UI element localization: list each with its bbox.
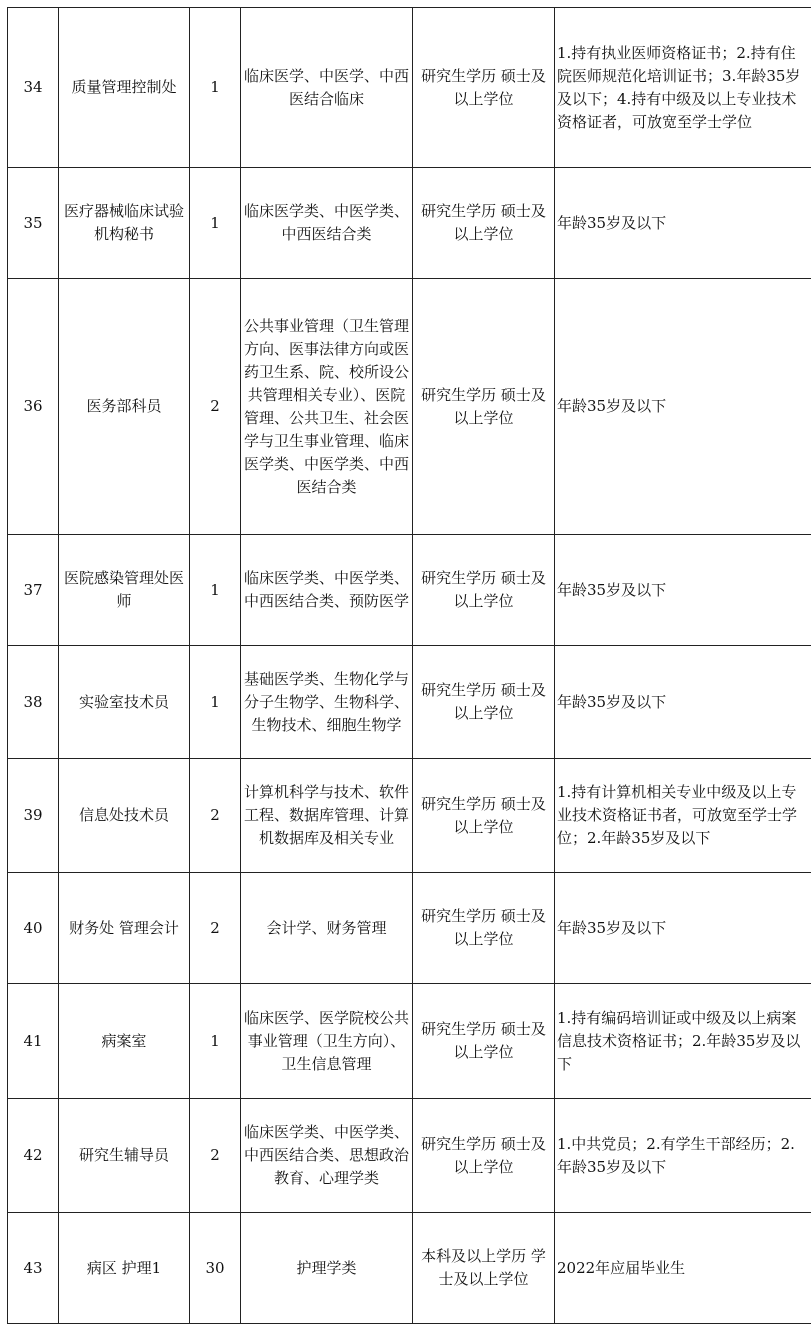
- major-requirement: 会计学、财务管理: [241, 873, 413, 984]
- education-requirement: 研究生学历 硕士及以上学位: [413, 535, 555, 646]
- hire-count: 1: [190, 168, 241, 279]
- other-requirements: 年龄35岁及以下: [555, 168, 811, 279]
- education-requirement: 研究生学历 硕士及以上学位: [413, 873, 555, 984]
- education-requirement: 研究生学历 硕士及以上学位: [413, 168, 555, 279]
- other-requirements: 1.中共党员；2.有学生干部经历；2.年龄35岁及以下: [555, 1099, 811, 1213]
- major-requirement: 临床医学类、中医学类、中西医结合类、思想政治教育、心理学类: [241, 1099, 413, 1213]
- table-row: [8, 873, 811, 984]
- major-requirement: 基础医学类、生物化学与分子生物学、生物科学、生物技术、细胞生物学: [241, 646, 413, 759]
- row-number: 35: [8, 168, 59, 279]
- position-name: 病案室: [59, 984, 190, 1099]
- major-requirement: 计算机科学与技术、软件工程、数据库管理、计算机数据库及相关专业: [241, 759, 413, 873]
- row-number: 36: [8, 279, 59, 535]
- other-requirements: 1.持有编码培训证或中级及以上病案信息技术资格证书；2.年龄35岁及以下: [555, 984, 811, 1099]
- table-row: [8, 8, 811, 168]
- other-requirements: 年龄35岁及以下: [555, 535, 811, 646]
- other-requirements: 1.持有计算机相关专业中级及以上专业技术资格证书者，可放宽至学士学位；2.年龄35岁及以下: [555, 759, 811, 873]
- hire-count: 2: [190, 873, 241, 984]
- table-row: [8, 759, 811, 873]
- table-row: [8, 279, 811, 535]
- hire-count: 2: [190, 759, 241, 873]
- hire-count: 1: [190, 984, 241, 1099]
- row-number: 39: [8, 759, 59, 873]
- hire-count: 1: [190, 8, 241, 168]
- education-requirement: 本科及以上学历 学士及以上学位: [413, 1213, 555, 1324]
- table-row: [8, 646, 811, 759]
- other-requirements: 年龄35岁及以下: [555, 279, 811, 535]
- row-number: 43: [8, 1213, 59, 1324]
- education-requirement: 研究生学历 硕士及以上学位: [413, 279, 555, 535]
- position-name: 质量管理控制处: [59, 8, 190, 168]
- table-row: [8, 535, 811, 646]
- position-name: 医疗器械临床试验机构秘书: [59, 168, 190, 279]
- recruitment-table: [7, 7, 811, 1324]
- education-requirement: 研究生学历 硕士及以上学位: [413, 984, 555, 1099]
- major-requirement: 临床医学类、中医学类、中西医结合类: [241, 168, 413, 279]
- other-requirements: 1.持有执业医师资格证书；2.持有住院医师规范化培训证书；3.年龄35岁及以下；4.持有中级及以上专业技术资格证者，可放宽至学士学位: [555, 8, 811, 168]
- other-requirements: 年龄35岁及以下: [555, 646, 811, 759]
- education-requirement: 研究生学历 硕士及以上学位: [413, 1099, 555, 1213]
- row-number: 42: [8, 1099, 59, 1213]
- position-name: 实验室技术员: [59, 646, 190, 759]
- hire-count: 30: [190, 1213, 241, 1324]
- table-row: [8, 1213, 811, 1324]
- hire-count: 2: [190, 1099, 241, 1213]
- position-name: 研究生辅导员: [59, 1099, 190, 1213]
- education-requirement: 研究生学历 硕士及以上学位: [413, 759, 555, 873]
- table-row: [8, 1099, 811, 1213]
- position-name: 信息处技术员: [59, 759, 190, 873]
- row-number: 37: [8, 535, 59, 646]
- row-number: 34: [8, 8, 59, 168]
- position-name: 财务处 管理会计: [59, 873, 190, 984]
- row-number: 41: [8, 984, 59, 1099]
- hire-count: 1: [190, 535, 241, 646]
- other-requirements: 2022年应届毕业生: [555, 1213, 811, 1324]
- major-requirement: 临床医学、医学院校公共事业管理（卫生方向）、卫生信息管理: [241, 984, 413, 1099]
- major-requirement: 公共事业管理（卫生管理方向、医事法律方向或医药卫生系、院、校所设公共管理相关专业）、医院管理、公共卫生、社会医学与卫生事业管理、临床医学类、中医学类、中西医结合类: [241, 279, 413, 535]
- position-name: 病区 护理1: [59, 1213, 190, 1324]
- position-name: 医院感染管理处医师: [59, 535, 190, 646]
- table-row: [8, 984, 811, 1099]
- table-row: [8, 168, 811, 279]
- education-requirement: 研究生学历 硕士及以上学位: [413, 8, 555, 168]
- education-requirement: 研究生学历 硕士及以上学位: [413, 646, 555, 759]
- major-requirement: 临床医学、中医学、中西医结合临床: [241, 8, 413, 168]
- major-requirement: 临床医学类、中医学类、中西医结合类、预防医学: [241, 535, 413, 646]
- hire-count: 1: [190, 646, 241, 759]
- other-requirements: 年龄35岁及以下: [555, 873, 811, 984]
- row-number: 40: [8, 873, 59, 984]
- major-requirement: 护理学类: [241, 1213, 413, 1324]
- position-name: 医务部科员: [59, 279, 190, 535]
- row-number: 38: [8, 646, 59, 759]
- hire-count: 2: [190, 279, 241, 535]
